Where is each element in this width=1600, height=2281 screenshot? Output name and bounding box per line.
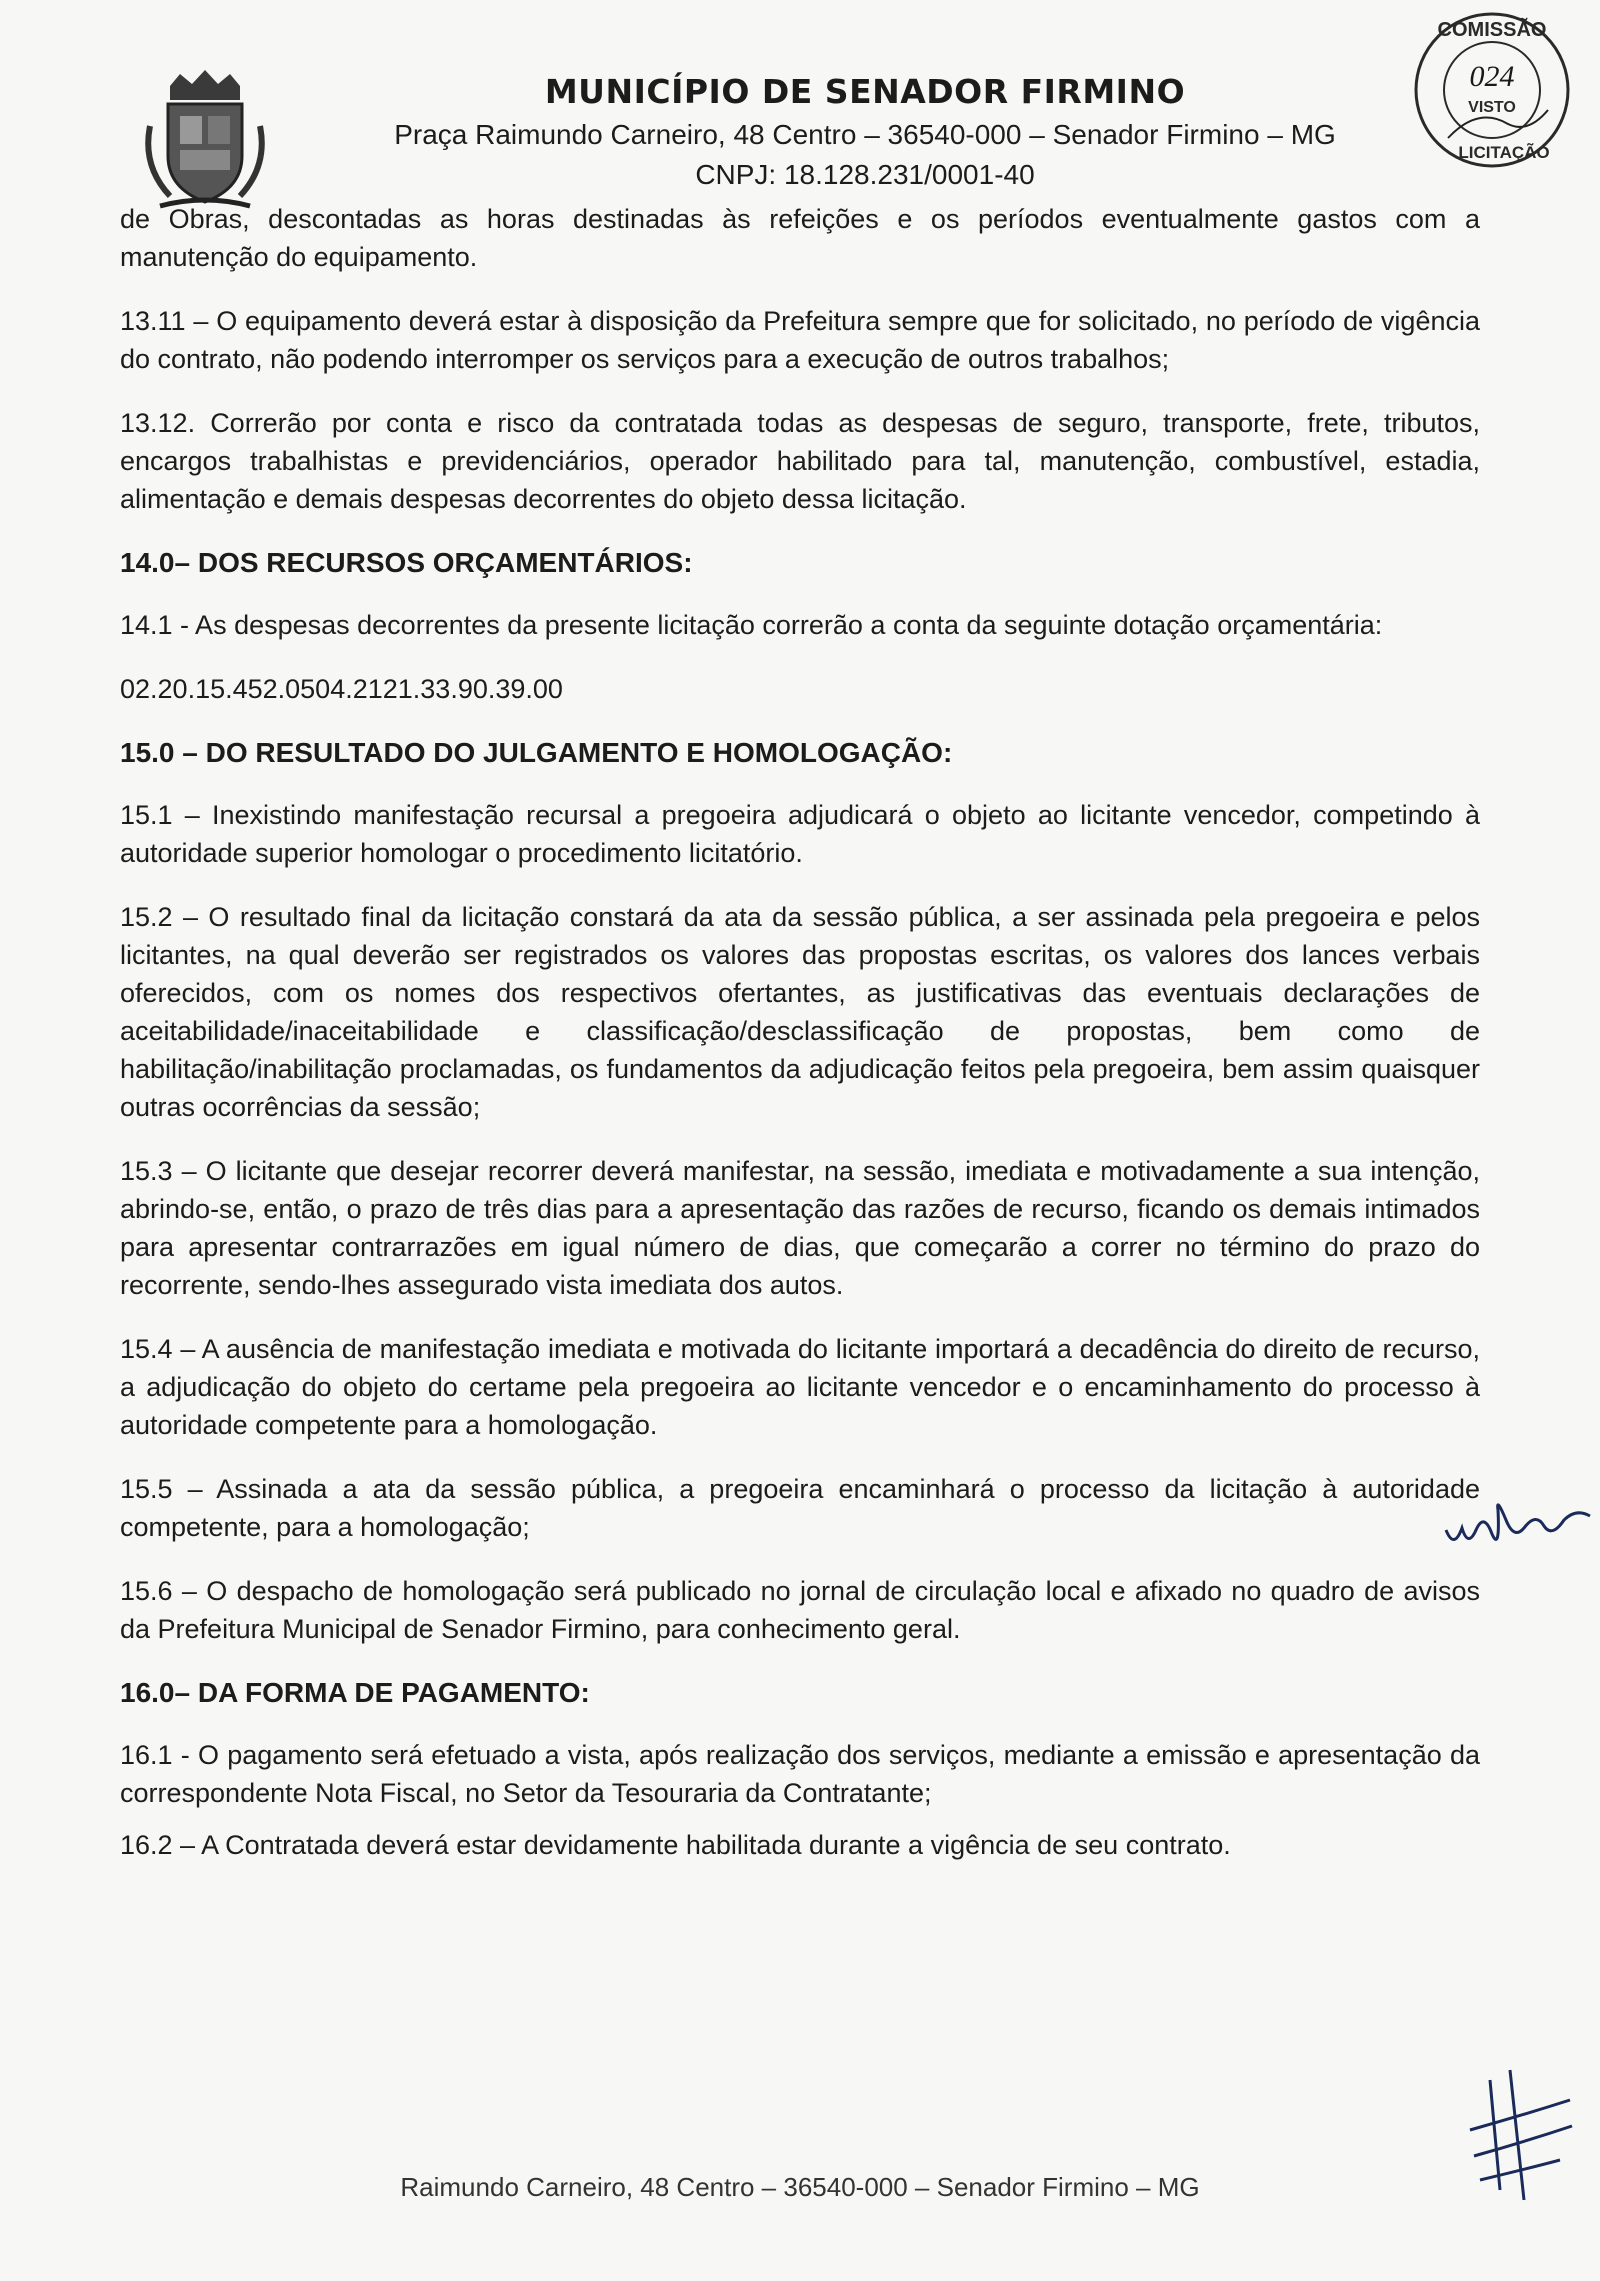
paragraph-16-2: 16.2 – A Contratada deverá estar devidamente habilitada durante a vigência de seu contrato.	[120, 1830, 1231, 1860]
paragraph-15-4: 15.4 – A ausência de manifestação imediata e motivada do licitante importará a decadência do direito de recurso, a adjudicação do objeto do certame pela pregoeira ao licitante vencedor e o encaminhamento do processo à autoridade competente para a homologação.	[120, 1334, 1480, 1440]
section-heading-16: 16.0– DA FORMA DE PAGAMENTO:	[120, 1677, 590, 1708]
paragraph-15-1: 15.1 – Inexistindo manifestação recursal a pregoeira adjudicará o objeto ao licitante vencedor, competindo à autoridade superior homologar o procedimento licitatório.	[120, 800, 1480, 868]
stamp-bottom-text: LICITAÇÃO	[1458, 143, 1550, 162]
paragraph-16-1: 16.1 - O pagamento será efetuado a vista, após realização dos serviços, mediante a emissão e apresentação da correspondente Nota Fiscal, no Setor da Tesouraria da Contratante;	[120, 1740, 1480, 1808]
letterhead-cnpj: CNPJ: 18.128.231/0001-40	[695, 159, 1035, 190]
letterhead-address: Praça Raimundo Carneiro, 48 Centro – 36540-000 – Senador Firmino – MG	[394, 119, 1336, 150]
paragraph-15-5: 15.5 – Assinada a ata da sessão pública, a pregoeira encaminhará o processo da licitação à autoridade competente, para a homologação;	[120, 1474, 1480, 1542]
handwritten-rubric	[1440, 1490, 1600, 1560]
paragraph-13-12: 13.12. Correrão por conta e risco da contratada todas as despesas de seguro, transporte, frete, tributos, encargos trabalhistas e previdenciários, operador habilitado para tal, manutenção, combustível, estadia, alimentação e demais despesas decorrentes do objeto dessa licitação.	[120, 408, 1480, 514]
paragraph-15-2: 15.2 – O resultado final da licitação constará da ata da sessão pública, a ser assinada pela pregoeira e pelos licitantes, na qual deverão ser registrados os valores das propostas escritas, os valores dos lances verbais oferecidos, com os nomes dos respectivos ofertantes, as justificativas das eventuais declarações de aceitabilidade/inaceitabilidade e classificação/desclassificação de propostas, bem como de habilitação/inabilitação proclamadas, os fundamentos da adjudicação feitos pela pregoeira, bem assim quaisquer outras ocorrências da sessão;	[120, 902, 1480, 1122]
paragraph-intro: de Obras, descontadas as horas destinadas às refeições e os períodos eventualmente gastos com a manutenção do equipamento.	[120, 204, 1480, 272]
letterhead	[340, 72, 1390, 191]
stamp-number: 024	[1469, 60, 1515, 93]
page-footer: Raimundo Carneiro, 48 Centro – 36540-000 – Senador Firmino – MG	[400, 2172, 1200, 2202]
paragraph-14-1: 14.1 - As despesas decorrentes da presente licitação correrão a conta da seguinte dotação orçamentária:	[120, 610, 1383, 640]
stamp-top-text: COMISSÃO	[1437, 19, 1547, 41]
municipality-title: MUNICÍPIO DE SENADOR FIRMINO	[544, 72, 1186, 111]
paragraph-15-3: 15.3 – O licitante que desejar recorrer deverá manifestar, na sessão, imediata e motivadamente a sua intenção, abrindo-se, então, o prazo de três dias para a apresentação das razões de recurso, ficando os demais intimados para apresentar contrarrazões em igual número de dias, que começarão a correr no término do prazo do recorrente, sendo-lhes assegurado vista imediata dos autos.	[120, 1156, 1480, 1300]
paragraph-13-11: 13.11 – O equipamento deverá estar à disposição da Prefeitura sempre que for solicitado, no período de vigência do contrato, não podendo interromper os serviços para a execução de outros trabalhos;	[120, 306, 1480, 374]
commission-stamp	[1408, 6, 1576, 174]
municipal-crest-icon	[140, 66, 270, 216]
document-body	[120, 200, 1480, 1878]
section-heading-14: 14.0– DOS RECURSOS ORÇAMENTÁRIOS:	[120, 547, 693, 578]
stamp-middle-text: VISTO	[1468, 99, 1516, 116]
budget-code: 02.20.15.452.0504.2121.33.90.39.00	[120, 674, 563, 704]
section-heading-15: 15.0 – DO RESULTADO DO JULGAMENTO E HOMOLOGAÇÃO:	[120, 737, 953, 768]
paragraph-15-6: 15.6 – O despacho de homologação será publicado no jornal de circulação local e afixado no quadro de avisos da Prefeitura Municipal de Senador Firmino, para conhecimento geral.	[120, 1576, 1480, 1644]
